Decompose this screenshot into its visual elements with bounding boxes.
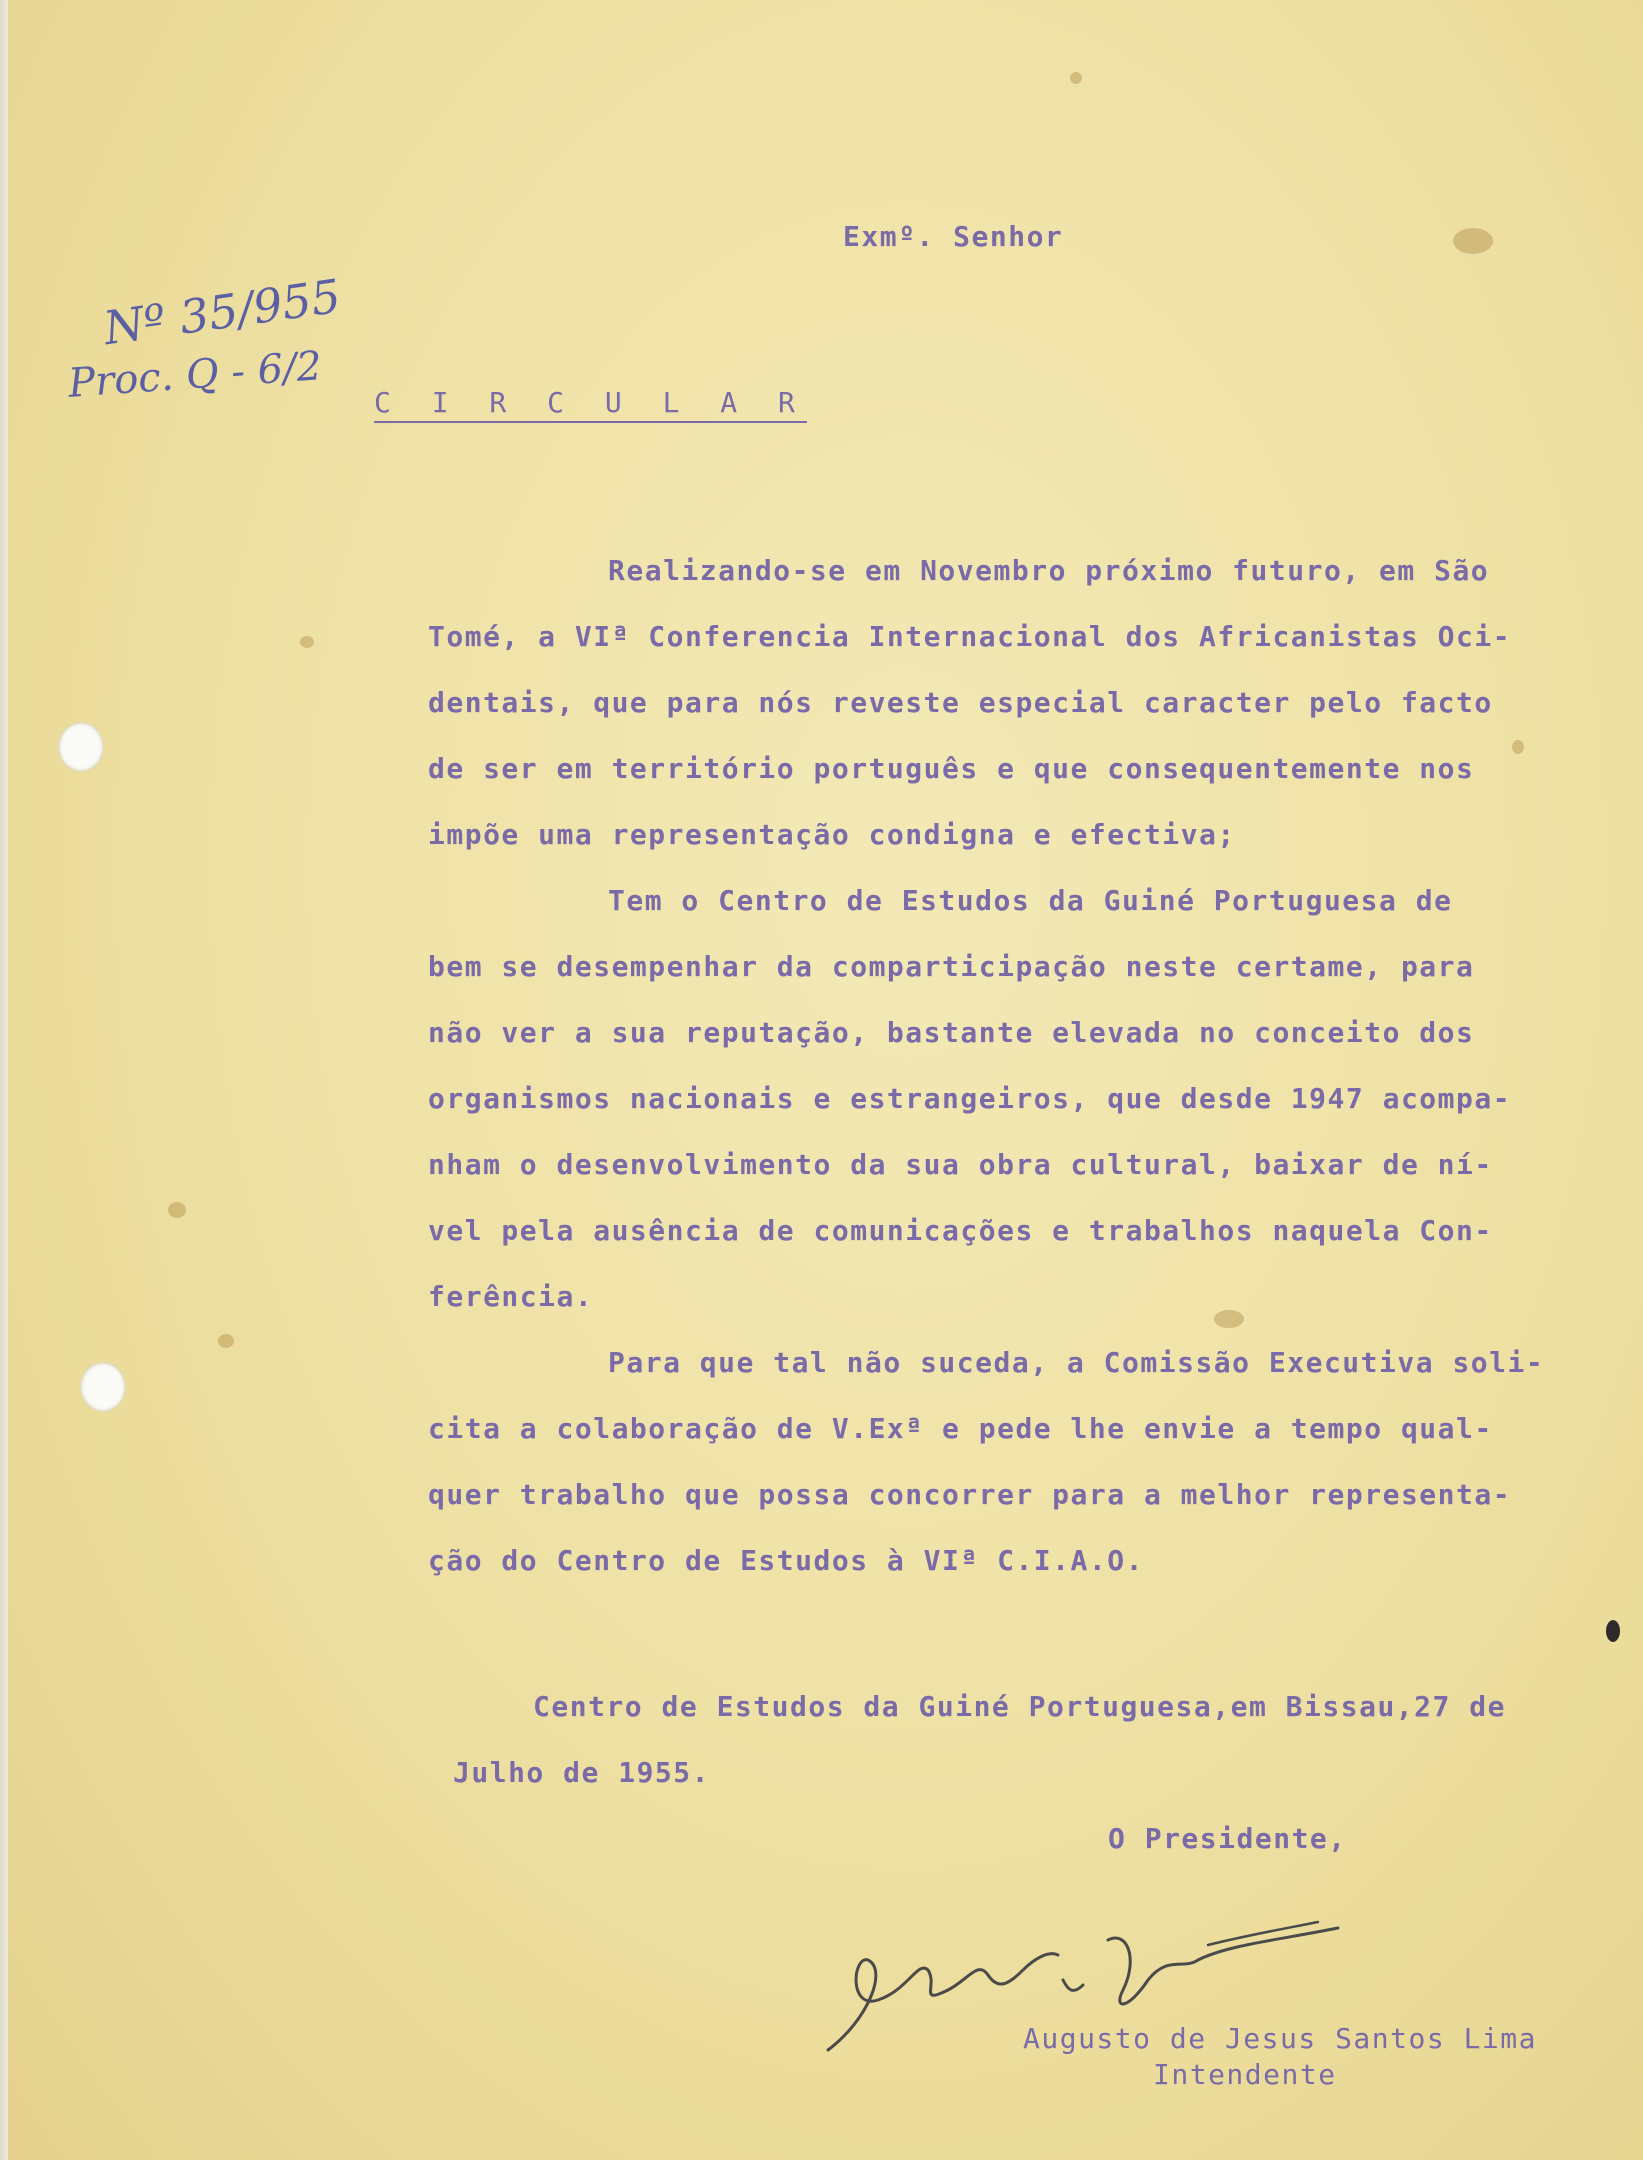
ink-blot bbox=[1606, 1620, 1620, 1642]
paper-stain bbox=[218, 1334, 234, 1348]
handwritten-process-number: Proc. Q - 6/2 bbox=[66, 343, 324, 407]
body-line: Para que tal não suceda, a Comissão Executiva soli- bbox=[608, 1346, 1545, 1379]
place-and-date: Centro de Estudos da Guiné Portuguesa,em Bissau,27 de bbox=[533, 1690, 1506, 1723]
paper-stain bbox=[1070, 72, 1082, 84]
document-heading: C I R C U L A R bbox=[374, 386, 807, 423]
body-line: ção do Centro de Estudos à VIª C.I.A.O. bbox=[428, 1544, 1144, 1577]
body-line: Tem o Centro de Estudos da Guiné Portuguesa de bbox=[608, 884, 1453, 917]
paper-stain bbox=[300, 636, 314, 648]
salutation: Exmº. Senhor bbox=[843, 220, 1064, 253]
body-line: organismos nacionais e estrangeiros, que desde 1947 acompa- bbox=[428, 1082, 1512, 1115]
body-line: quer trabalho que possa concorrer para a melhor representa- bbox=[428, 1478, 1512, 1511]
signer-name: Augusto de Jesus Santos Lima bbox=[1023, 2022, 1538, 2055]
body-line: Realizando-se em Novembro próximo futuro, em São bbox=[608, 554, 1490, 587]
paper-stain bbox=[1512, 740, 1524, 754]
body-line: impõe uma representação condigna e efectiva; bbox=[428, 818, 1236, 851]
body-line: não ver a sua reputação, bastante elevada no conceito dos bbox=[428, 1016, 1475, 1049]
signer-title: Intendente bbox=[1153, 2058, 1337, 2091]
body-line: ferência. bbox=[428, 1280, 594, 1313]
body-line: Tomé, a VIª Conferencia Internacional dos Africanistas Oci- bbox=[428, 620, 1512, 653]
letter-page bbox=[8, 0, 1643, 2160]
paper-stain bbox=[1214, 1310, 1244, 1328]
closing-title: O Presidente, bbox=[1108, 1822, 1347, 1855]
place-and-date-continued: Julho de 1955. bbox=[453, 1756, 711, 1789]
paper-stain bbox=[168, 1202, 186, 1218]
body-line: vel pela ausência de comunicações e trabalhos naquela Con- bbox=[428, 1214, 1493, 1247]
handwritten-reference-number: Nº 35/955 bbox=[100, 268, 344, 356]
body-line: dentais, que para nós reveste especial caracter pelo facto bbox=[428, 686, 1493, 719]
punch-hole bbox=[80, 1362, 126, 1412]
body-line: nham o desenvolvimento da sua obra cultural, baixar de ní- bbox=[428, 1148, 1493, 1181]
body-line: de ser em território português e que consequentemente nos bbox=[428, 752, 1475, 785]
body-line: cita a colaboração de V.Exª e pede lhe envie a tempo qual- bbox=[428, 1412, 1493, 1445]
body-line: bem se desempenhar da comparticipação neste certame, para bbox=[428, 950, 1475, 983]
punch-hole bbox=[58, 722, 104, 772]
paper-stain bbox=[1453, 228, 1493, 254]
